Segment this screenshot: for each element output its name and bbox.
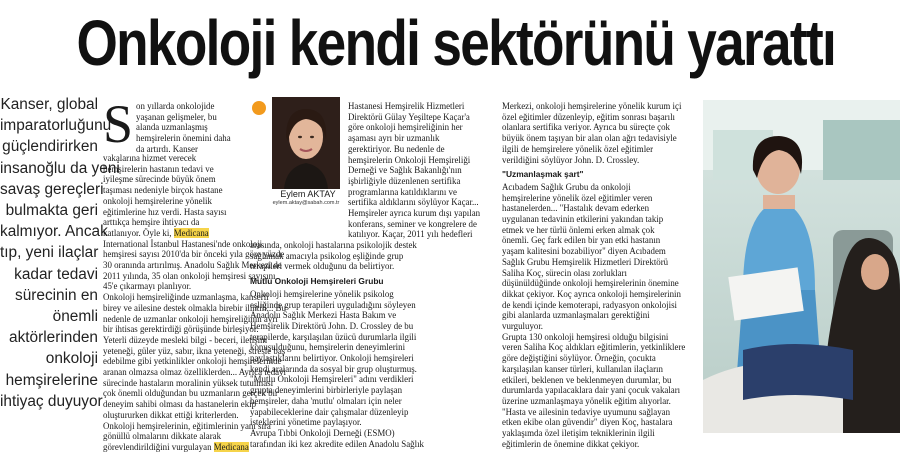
- body-line-text: 2011 yılında, 35 olan onkoloji hemşiresi sayısını: [103, 270, 276, 281]
- body-line: [103, 377, 274, 389]
- body-line: Grupta 130 onkoloji hemşiresi olduğu bilgisini: [502, 331, 669, 342]
- body-line: [103, 196, 250, 207]
- body-line: Sağlık Grubu Hemşirelik Hizmetleri Direktörü: [502, 256, 669, 267]
- body-line: hemşirelerin Onkoloji Hemşireliği: [348, 154, 471, 165]
- body-line: da artırdı. Kanser: [136, 143, 198, 154]
- body-line: [103, 174, 250, 185]
- body-line: yaşam kalitesini bozabiliyor" diyen Acıbadem: [502, 246, 666, 257]
- body-line: Hemşirelik Direktörü John. D. Crossley de bu: [250, 320, 414, 331]
- spot-text: [0, 94, 120, 434]
- body-line: terapilerde, karşılaşılan üzücü durumlarla ilgili: [250, 331, 417, 342]
- body-line-text: edebilme gibi yetkinlikler onkoloji hemşirelerinde: [103, 356, 282, 367]
- body-line: tarafından iki kez akredite edilen Anadolu Sağlık: [250, 438, 424, 449]
- spot-line: imparatorluğunu: [0, 117, 112, 135]
- author-photo: [272, 97, 340, 189]
- body-line: [103, 217, 250, 228]
- body-line-text: 30 oranında artırılmış. Anadolu Sağlık Merkezi de: [103, 260, 282, 271]
- body-line: sağlamak amacıyla psikolog eşliğinde grup: [250, 250, 404, 261]
- body-line: Anadolu Sağlık Merkezi Hasta Bakım ve: [250, 310, 397, 321]
- body-line: de kendi içinde kemoterapi, radyasyon onkolojisi: [502, 299, 677, 310]
- body-line: hastanelerden... "Hastalık devam ederken: [502, 203, 650, 214]
- body-line-text: iyileşme sürecinde büyük önem: [103, 174, 216, 185]
- article-column-3: [502, 101, 698, 450]
- body-line-text: yeteneği, güler yüz, sabır, ikna yeteneği, stresle baş: [103, 345, 286, 356]
- body-line-text: vakalarına hizmet verecek: [103, 153, 197, 163]
- body-line: arasında, onkoloji hastalarına psikolojik destek: [250, 240, 417, 250]
- body-line: göre onkoloji hemşireliğinin her: [348, 122, 463, 133]
- body-line: [103, 313, 278, 325]
- body-line-text: bir ihtisas gerektirdiği görüşünde birleşiyor.: [103, 324, 259, 335]
- body-line: [103, 185, 250, 196]
- body-line: [103, 164, 250, 175]
- body-line: Direktörü Gülay Yeşiltepe Kaçar'a: [348, 111, 470, 122]
- author-name: Eylem AKTAY: [280, 189, 336, 199]
- body-line: [103, 442, 250, 453]
- body-line: Avrupa Tıbbi Onkoloji Derneği (ESMO): [250, 427, 395, 438]
- body-line: grupta deneyimlerini birbirleriyle paylaşan: [250, 385, 403, 396]
- body-line: "Hasta ve ailesinin tedaviye uyumunu sağlayan: [502, 406, 671, 417]
- spot-line: kalmıyor. Ancak: [0, 223, 108, 241]
- body-line-text: arttıkça hemşire ihtiyacı da: [103, 217, 200, 228]
- body-line-text: eğitimlerine hız verdi. Hasta sayısı: [103, 206, 227, 217]
- body-line: gerektiriyor. Bu nedenle de: [348, 143, 445, 154]
- body-line: Saliha Koç, sürecin olası zorlukları: [502, 267, 627, 278]
- body-line: Hemşireler ayrıca kurum dışı yapılan: [348, 208, 481, 219]
- body-line: [103, 431, 250, 442]
- spot-line: onkoloji: [45, 350, 98, 368]
- spot-line: insanoğlu da yeni: [0, 159, 120, 177]
- body-line: [103, 238, 263, 250]
- dropcap: S: [103, 94, 134, 154]
- body-line-text: birey ve ailesine destek olmakla birebir ilintili... Bu: [103, 302, 286, 313]
- body-line: yaklaşımda özel iletişim tekniklerinin ilgili: [502, 428, 655, 439]
- section-subhead: Mutlu Onkoloji Hemşireleri Grubu: [250, 276, 384, 287]
- spot-line: tıp, yeni ilaçlar: [0, 244, 99, 262]
- body-line: [103, 207, 250, 218]
- body-line: [103, 228, 250, 239]
- body-line: [103, 420, 271, 432]
- body-line: paylaştıklarını belirtiyor. Onkoloji hemşireleri: [250, 353, 414, 364]
- body-line: Acıbadem Sağlık Grubu da onkoloji: [502, 181, 631, 192]
- body-line-text: nedenle de uzmanlar onkoloji hemşireliğinin ayrı: [103, 313, 278, 324]
- body-line: Derneği ve Sağlık Bakanlığı'nın: [348, 165, 462, 176]
- body-line: verildiğini söylüyor John. D. Crossley.: [502, 154, 640, 165]
- article-column-2-continued: [250, 240, 496, 449]
- body-line: işbirliğiyle düzenlenen sertifika: [348, 175, 461, 186]
- body-line: sertifika aldıklarını söylüyor Kaçar...: [348, 197, 479, 208]
- body-line: etkileri, beklenen ve beklenmeyen durumlar, bu: [502, 374, 672, 385]
- body-line: veren Saliha Koç aldıkları eğitimlerin, yetkinliklere: [502, 342, 686, 353]
- body-line: vurguluyor.: [502, 321, 544, 332]
- body-line: [103, 367, 287, 378]
- article-column-1-continued: [103, 153, 287, 453]
- spot-line: aktörlerinden: [9, 329, 98, 347]
- spot-line: Kanser, global: [0, 96, 98, 113]
- body-line: önemli. Geç fark edilen bir yan etki hastanın: [502, 235, 661, 246]
- spot-line: ihtiyaç duyuyor: [0, 392, 103, 410]
- article-column-1: [103, 94, 244, 155]
- body-line: [103, 302, 286, 314]
- body-line-text: deneyim sahibi olması da hastanelerin ekip: [103, 399, 257, 410]
- body-line: konferans, seminer ve kongrelere de: [348, 218, 477, 229]
- body-line-text: Onkoloji hemşirelerinin, eğitimlerinin yanı sıra: [103, 420, 271, 431]
- body-line: [103, 334, 267, 346]
- body-line: [103, 281, 250, 292]
- headline: Onkoloji kendi sektörünü yarattı: [76, 7, 836, 79]
- body-line: özel eğitimler düzenleyip, eğitim sonrası başarılı: [502, 111, 676, 122]
- body-line-text: katlanıyor. Öyle ki,: [103, 227, 172, 238]
- body-line: göre değiştiğini söylüyor. Örneğin, çocukta: [502, 353, 656, 364]
- body-line: etmek ve her türlü önlemi erken almak çok: [502, 224, 655, 235]
- author-bullet: [252, 101, 266, 115]
- nurse-patient-photo: [703, 100, 900, 433]
- body-line: karşılaşılan kanser türleri, kullanılan ilaçların: [502, 363, 663, 374]
- highlighted-name: Medicana: [173, 227, 209, 238]
- body-line-text: onkoloji hemşirelerine yönelik: [103, 195, 212, 206]
- body-line-text: Onkoloji hemşireliğinde uzmanlaşma, kanserli: [103, 292, 269, 303]
- body-line-text: Yeterli düzeyde mesleki bilgi - beceri, iletişim: [103, 334, 267, 345]
- body-line: [103, 292, 269, 303]
- body-line: isteklerini yönetime paylaşıyor.: [250, 417, 362, 428]
- body-line: [103, 410, 250, 421]
- body-line: durumlarda yapılacaklara dair yani çocuk vakaları: [502, 385, 681, 396]
- body-line: [103, 249, 285, 260]
- body-line: olanlara sertifika veriyor. Ayrıca bu süreçte çok: [502, 122, 670, 133]
- body-line: Hastanesi Hemşirelik Hizmetleri: [348, 101, 465, 111]
- body-line: yaşanan gelişmeler, bu: [136, 111, 217, 122]
- body-line: gibi alanlarda uzmanlaşmaları gerektiğini: [502, 310, 650, 321]
- body-line: kendi aralarında da sosyal bir grup oluşturmuş.: [250, 363, 417, 374]
- article-column-2: [348, 101, 496, 240]
- section-subhead: "Uzmanlaşmak şart": [502, 169, 584, 180]
- body-line-text: International İstanbul Hastanesi'nde onkoloji: [103, 238, 263, 249]
- body-line-text: aranan olmazsa olmaz özelliklerden... Ayrıca tedavi: [103, 367, 287, 378]
- body-line: dikkat çekiyor. Koç ayrıca onkoloji hemşirelerinin: [502, 288, 681, 299]
- body-line: hemşireler, daha 'mutlu' olmaları için neler: [250, 395, 402, 406]
- spot-line: bulmakta geri: [5, 202, 98, 220]
- body-line: yapabileceklerine dair çalışmalar düzenleyip: [250, 406, 409, 417]
- body-line: hemşirelerine yönelik özel eğitimler veren: [502, 192, 653, 203]
- body-line: "Mutlu Onkoloji Hemşireleri" adını verdikleri: [250, 374, 414, 385]
- body-line-text: hemşiresi sayısı 2010'da bir önceki yıla göre yüzde: [103, 249, 285, 260]
- body-line: [103, 345, 286, 357]
- body-line: hemşirelerin önemini daha: [136, 133, 231, 144]
- body-line-text: oluştururken dikkat ettiği kriterlerden.: [103, 409, 239, 420]
- body-line: [103, 356, 282, 367]
- body-line-text: taşıması nedeniyle birçok hastane: [103, 185, 223, 196]
- spot-line: güçlendirirken: [2, 138, 98, 156]
- body-line: terapileri vermek olduğunu da belirtiyor.: [250, 261, 395, 272]
- body-line-text: gönüllü olmalarını dikkate alarak: [103, 431, 222, 442]
- body-line: düşünüldüğünde onkoloji hemşirelerinin önemine: [502, 278, 679, 289]
- body-line-text: 45'e çıkarmayı planlıyor.: [103, 281, 192, 292]
- body-line: [103, 399, 257, 410]
- body-line: [103, 153, 250, 164]
- spot-line: savaş gereçleri: [0, 180, 104, 198]
- author-box: [250, 97, 342, 205]
- spot-line: önemli: [52, 308, 98, 326]
- spot-line: kadar tedavi: [14, 265, 98, 283]
- body-line: [103, 270, 276, 282]
- body-line: [103, 260, 282, 271]
- body-line: [103, 324, 259, 335]
- body-line: üzerine uzmanlaşmaya yönelik eğitim alıyorlar.: [502, 395, 671, 406]
- body-line-text: çok önemli olduğundan bu uzmanların gerçek bir: [103, 388, 278, 399]
- body-line: Onkoloji hemşirelerine yönelik psikolog: [250, 288, 394, 299]
- body-line: eşliğinde grup terapileri uyguladığını söyleyen: [250, 299, 416, 310]
- body-line-text: hemşirelerin hastanın tedavi ve: [103, 163, 214, 174]
- body-line: etken ekibe olan güvendir" diyen Koç, hastalara: [502, 417, 673, 428]
- spot-line: hemşirelerine: [5, 371, 98, 389]
- spot-line: sürecinin en: [15, 286, 98, 304]
- body-line-text: sürecinde hastaların moralinin yüksek tutulması: [103, 377, 274, 388]
- body-line: alanda uzmanlaşmış: [136, 122, 208, 133]
- body-line: aşaması ayrı bir uzmanlık: [348, 133, 440, 144]
- body-line: ilgili de hemşirelere yönelik özel eğitimler: [502, 143, 654, 154]
- highlighted-name: Medicana: [213, 441, 249, 452]
- body-line-text: görevlendirildiğini vurgulayan: [103, 441, 212, 452]
- body-line: programlarına katıldıklarını ve: [348, 186, 457, 197]
- body-line: katılıyor. Kaçar, 2011 yılı hedefleri: [348, 229, 473, 240]
- body-line: [103, 388, 278, 399]
- body-line: büyük önem taşıyan bir alan olan ağrı tedavisiyle: [502, 133, 677, 144]
- body-line: Merkezi, onkoloji hemşirelerine yönelik kurum içi: [502, 101, 682, 111]
- body-line: uygulanan tedavinin etkilerini yakından takip: [502, 214, 664, 225]
- body-line: eğitimlerin de önemine dikkat çekiyor.: [502, 438, 640, 449]
- body-line: konuşulduğunu, hemşirelerin deneyimlerini: [250, 342, 406, 353]
- author-email: eylem.aktay@sabah.com.tr: [272, 200, 340, 206]
- body-line: on yıllarda onkolojide: [136, 101, 215, 111]
